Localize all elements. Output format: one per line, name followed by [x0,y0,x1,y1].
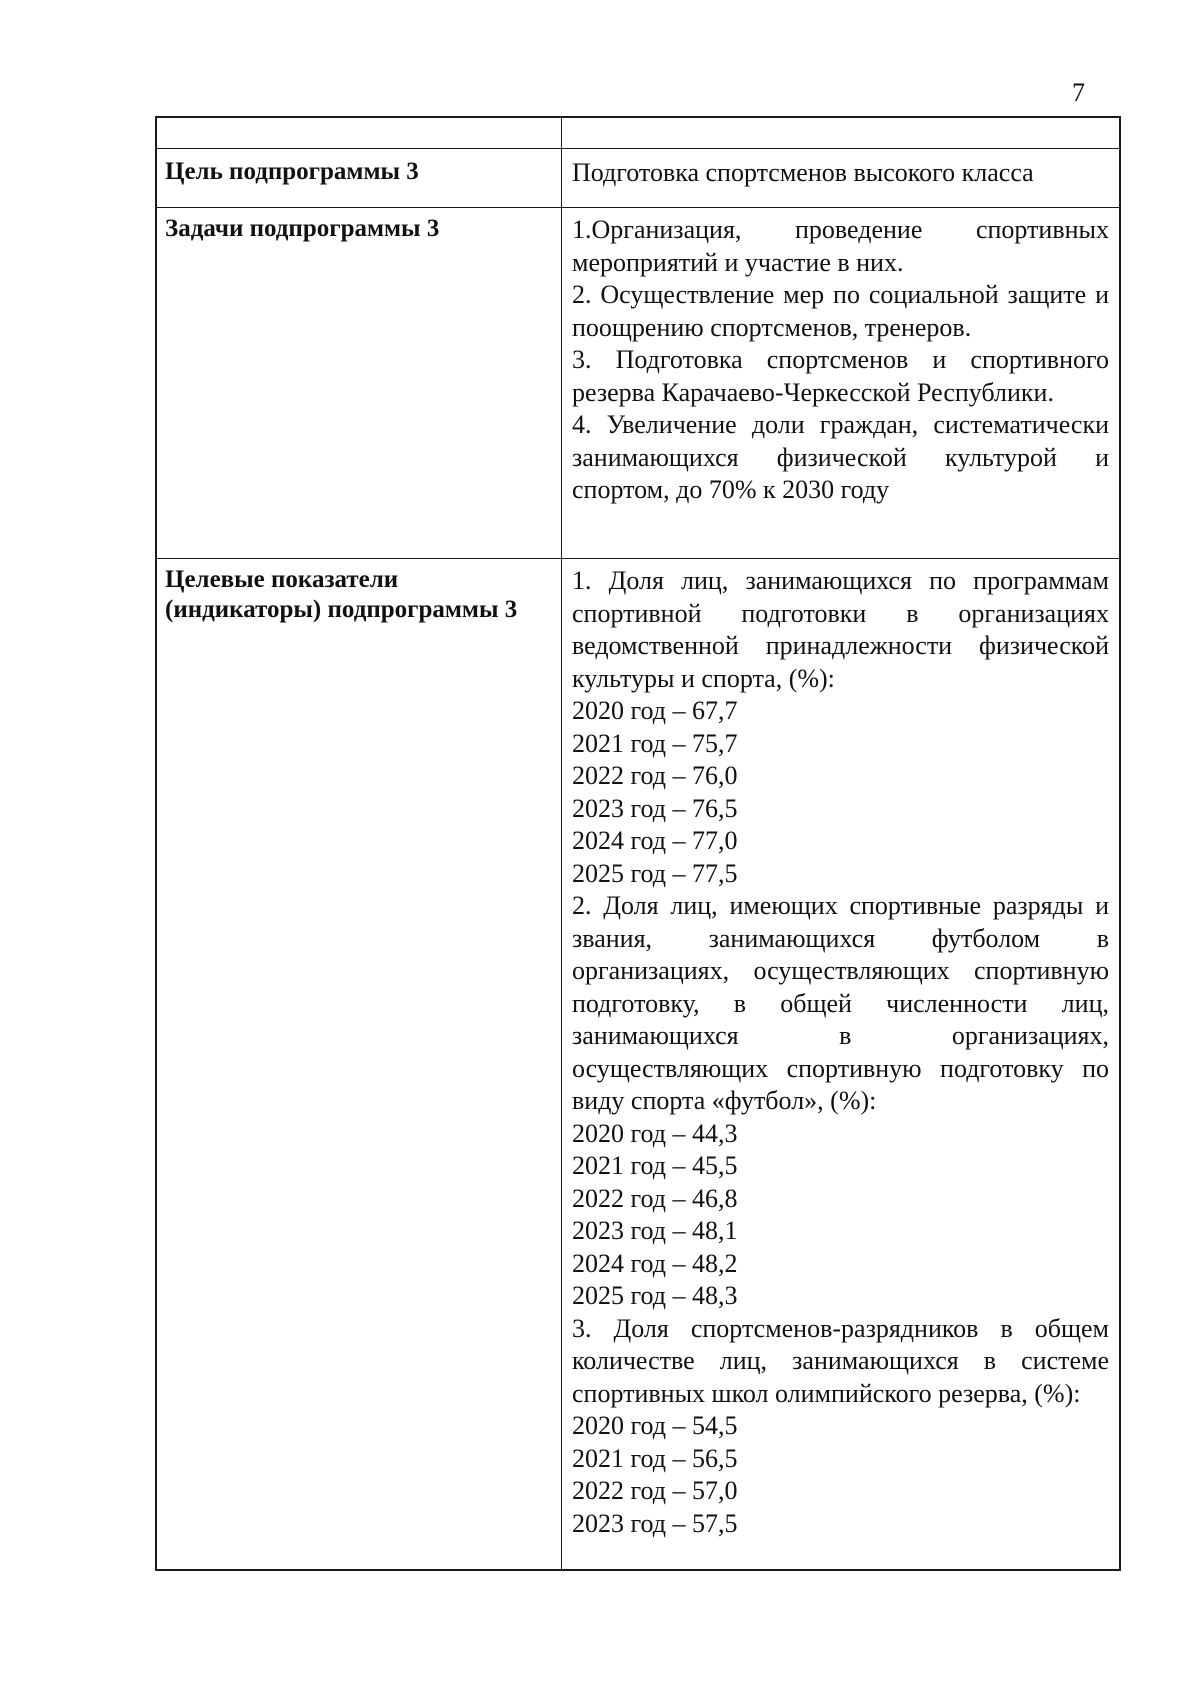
indicator-year-value: 2022 год – 46,8 [572,1183,738,1213]
indicator-title: 3. Доля спортсменов-разрядников в общем количестве лиц, занимающихся в системе спортивных школ олимпийского резерва, (%): [572,1313,1109,1408]
tasks-label: Задачи подпрограммы 3 [157,208,562,558]
indicator-block [572,1313,1109,1541]
indicators-list [562,559,1119,1569]
goal-value: Подготовка спортсменов высокого класса [572,158,1034,187]
indicator-year-value: 2021 год – 45,5 [572,1151,738,1180]
header-cell-right [562,118,1119,148]
indicator-title: 2. Доля лиц, имеющих спортивные разряды и звания, занимающихся футболом в организациях, осуществляющих спортивную подготовку, в общей численности лиц, занимающихся в организациях, осуществляющих спортивную подготовку по виду спорта «футбол», (%): [572,891,1109,1115]
indicator-year-value: 2022 год – 76,0 [572,761,738,790]
table-row-tasks [157,208,1119,559]
task-item: 3. Подготовка спортсменов и спортивного резерва Карачаево-Черкесской Республики. [572,345,1109,407]
goal-label: Цель подпрограммы 3 [157,149,562,207]
indicator-block [572,890,1109,1313]
indicator-year-value: 2024 год – 48,2 [572,1248,738,1278]
tasks-list [562,208,1119,558]
indicator-year-value: 2020 год – 67,7 [572,696,738,725]
task-item: 1.Организация, проведение спортивных мероприятий и участие в них. [572,215,1109,277]
table-row-indicators [157,559,1119,1569]
indicator-block [572,565,1109,890]
indicator-year-value: 2023 год – 57,5 [572,1508,738,1538]
indicator-year-value: 2025 год – 48,3 [572,1281,738,1310]
task-item: 4. Увеличение доли граждан, систематически занимающихся физической культурой и спортом, до 70% к 2030 году [572,410,1109,504]
header-cell-left [157,118,562,148]
indicator-year-value: 2022 год – 57,0 [572,1476,738,1505]
indicator-year-value: 2020 год – 54,5 [572,1411,738,1440]
indicators-label: Целевые показатели (индикаторы) подпрограммы 3 [157,559,562,1569]
indicator-year-value: 2025 год – 77,5 [572,858,738,888]
indicator-year-value: 2021 год – 75,7 [572,728,738,758]
table-header-row [157,118,1119,149]
indicator-year-value: 2020 год – 44,3 [572,1118,738,1148]
page-number: 7 [1072,78,1085,107]
indicator-year-value: 2023 год – 76,5 [572,793,738,823]
task-item: 2. Осуществление мер по социальной защите и поощрению спортсменов, тренеров. [572,280,1109,342]
indicator-title: 1. Доля лиц, занимающихся по программам спортивной подготовки в организациях ведомственной принадлежности физической культуры и спорта, (%): [572,566,1109,693]
indicator-year-value: 2023 год – 48,1 [572,1216,738,1245]
indicator-year-value: 2021 год – 56,5 [572,1443,738,1473]
subprogram-table [155,116,1121,1571]
indicator-year-value: 2024 год – 77,0 [572,826,738,855]
table-row-goal [157,149,1119,208]
